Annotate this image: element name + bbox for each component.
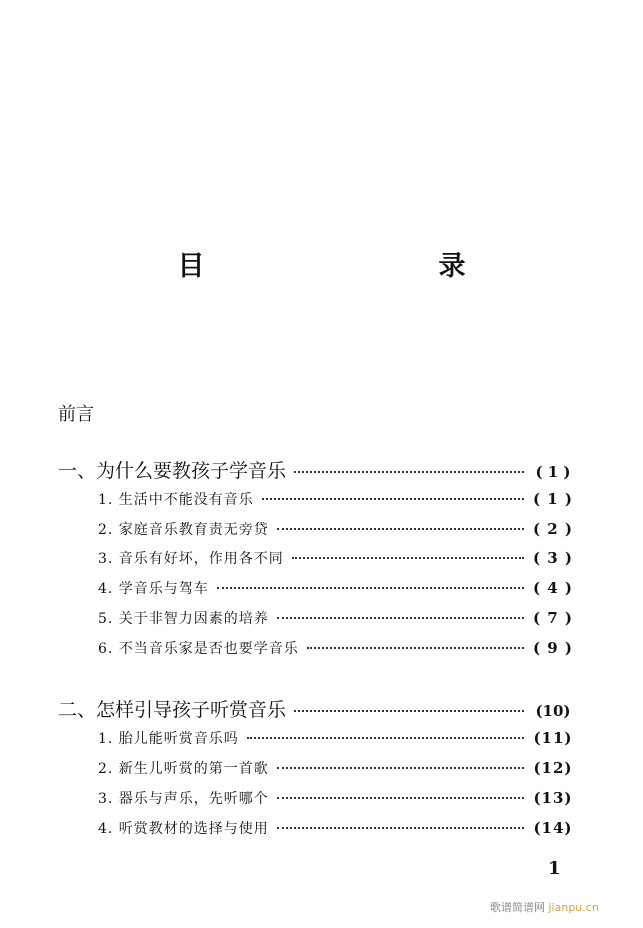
preface-heading: 前言 <box>58 404 94 425</box>
section-title: 5. 关于非智力因素的培养 <box>98 611 269 627</box>
section-title: 1. 生活中不能没有音乐 <box>98 492 254 508</box>
watermark <box>490 899 599 915</box>
toc-section <box>98 788 578 808</box>
chapter-page-number: ( 1 ) <box>535 463 571 481</box>
dot-leader <box>247 737 524 739</box>
section-title: 1. 胎儿能听赏音乐吗 <box>98 731 239 747</box>
toc-section <box>98 638 578 658</box>
page-number: 1 <box>548 858 561 879</box>
dot-leader <box>277 797 524 799</box>
watermark-site: jianpu.cn <box>548 901 599 914</box>
section-page-number: (13) <box>533 789 573 807</box>
section-title: 4. 听赏教材的选择与使用 <box>98 821 269 837</box>
toc-section <box>98 758 578 778</box>
page-title: 目 录 <box>177 251 526 282</box>
toc-section <box>98 578 578 598</box>
section-page-number: ( 2 ) <box>532 520 574 538</box>
toc-section <box>98 548 578 568</box>
toc-section <box>98 608 578 628</box>
section-title: 4. 学音乐与驾车 <box>98 581 209 597</box>
dot-leader <box>292 557 524 559</box>
watermark-text: 歌谱简谱网 <box>490 901 545 914</box>
toc-chapter-1 <box>58 456 578 483</box>
dot-leader <box>277 617 524 619</box>
section-title: 3. 音乐有好坏，作用各不同 <box>98 551 284 567</box>
section-page-number: (14) <box>533 819 573 837</box>
section-page-number: ( 9 ) <box>532 639 574 657</box>
dot-leader <box>277 528 524 530</box>
section-page-number: (12) <box>533 759 573 777</box>
section-page-number: (11) <box>533 729 573 747</box>
dot-leader <box>294 710 524 712</box>
section-page-number: ( 7 ) <box>532 609 574 627</box>
dot-leader <box>262 498 524 500</box>
dot-leader <box>277 767 524 769</box>
dot-leader <box>277 827 524 829</box>
toc-chapter-2 <box>58 695 578 722</box>
section-page-number: ( 1 ) <box>532 490 574 508</box>
section-page-number: ( 3 ) <box>532 549 574 567</box>
chapter-title: 二、怎样引导孩子听赏音乐 <box>58 699 287 721</box>
section-title: 6. 不当音乐家是否也要学音乐 <box>98 641 299 657</box>
chapter-title: 一、为什么要教孩子学音乐 <box>58 460 287 482</box>
section-title: 3. 器乐与声乐，先听哪个 <box>98 791 269 807</box>
toc-section <box>98 519 578 539</box>
section-page-number: ( 4 ) <box>532 579 574 597</box>
chapter-page-number: (10) <box>535 702 571 720</box>
dot-leader <box>307 647 524 649</box>
section-title: 2. 家庭音乐教育责无旁贷 <box>98 522 269 538</box>
dot-leader <box>294 471 524 473</box>
section-title: 2. 新生儿听赏的第一首歌 <box>98 761 269 777</box>
dot-leader <box>217 587 524 589</box>
toc-section <box>98 489 578 509</box>
toc-section <box>98 728 578 748</box>
toc-section <box>98 818 578 838</box>
